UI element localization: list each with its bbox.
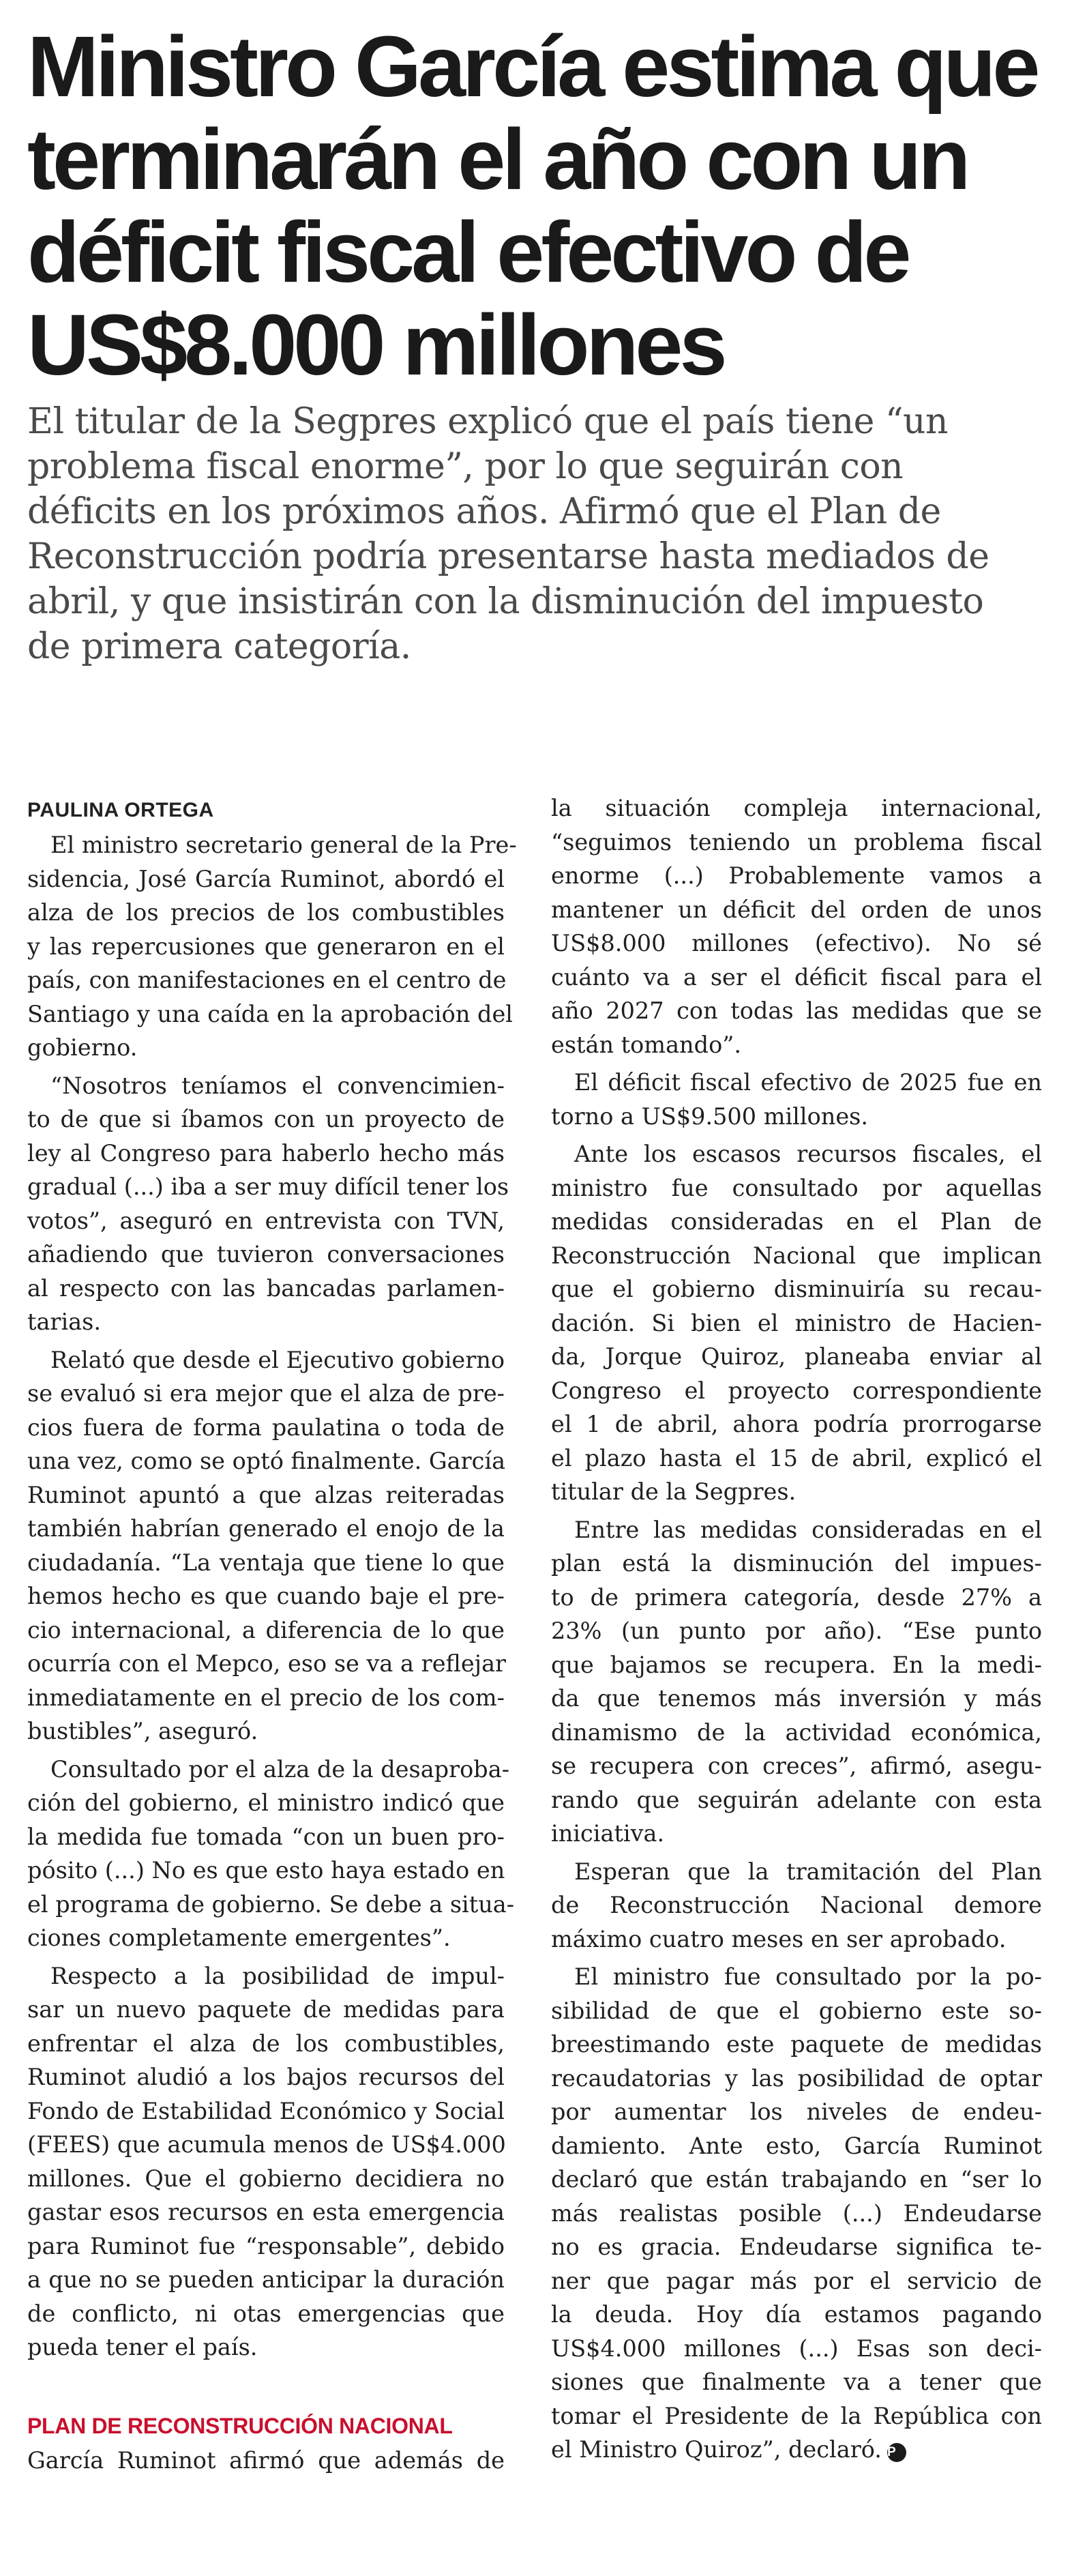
paragraph-line: ciudadanía. “La ventaja que tiene lo que [27, 1549, 505, 1576]
paragraph [27, 1343, 505, 1748]
paragraph-line: rando que seguirán adelante con esta [551, 1786, 1042, 1813]
paragraph-line: que bajamos se recupera. En la medi- [551, 1651, 1042, 1678]
paragraph-line: máximo cuatro meses en ser aprobado. [551, 1925, 1007, 1952]
lead-line: El titular de la Segpres explicó que el país tiene “un [27, 401, 949, 442]
paragraph-line: la situación compleja internacional, [551, 795, 1042, 821]
paragraph-line: tarias. [27, 1308, 101, 1335]
paragraph-line: ción del gobierno, el ministro indicó que [27, 1789, 505, 1816]
paragraph-line: gobierno. [27, 1034, 138, 1061]
paragraph-line: al respecto con las bancadas parlamen- [27, 1274, 505, 1302]
lead-line: déficits en los próximos años. Afirmó que el Plan de [27, 491, 941, 532]
lead-line: abril, y que insistirán con la disminución del impuesto [27, 581, 984, 622]
paragraph-line: el Ministro Quiroz”, declaró. P [551, 2433, 1042, 2467]
paragraph-line: cuánto va a ser el déficit fiscal para el [551, 963, 1042, 991]
paragraph-line: también habrían generado el enojo de la [27, 1515, 505, 1542]
headline-line: terminarán el año con un [27, 111, 968, 207]
paragraph-line: bustibles”, aseguró. [27, 1718, 258, 1744]
paragraph-line: de Reconstrucción Nacional demore [551, 1892, 1042, 1918]
paragraph [551, 1137, 1042, 1509]
paragraph-line: añadiendo que tuvieron conversaciones [27, 1241, 505, 1268]
paragraph-line: siones que finalmente va a tener que [551, 2369, 1042, 2395]
paragraph [27, 1753, 515, 1955]
paragraph-line: año 2027 con todas las medidas que se [551, 997, 1042, 1024]
headline-line: Ministro García estima que [27, 18, 1037, 115]
paragraph-line: (FEES) que acumula menos de US$4.000 [27, 2131, 506, 2158]
paragraph-line: cios fuera de forma paulatina o toda de [27, 1414, 505, 1441]
paragraph-line: US$4.000 millones (...) Esas son deci- [551, 2334, 1042, 2362]
paragraph-line: se recupera con creces”, afirmó, asegu- [551, 1753, 1042, 1779]
paragraph-line: 23% (un punto por año). “Ese punto [551, 1618, 1042, 1644]
paragraph-line: Ante los escasos recursos fiscales, el [574, 1141, 1042, 1167]
paragraph-line: sidencia, José García Ruminot, abordó el [27, 865, 505, 892]
paragraph-line: Esperan que la tramitación del Plan [574, 1858, 1042, 1885]
paragraph-line: hemos hecho es que cuando baje el pre- [27, 1583, 505, 1609]
paragraph-line: la deuda. Hoy día estamos pagando [551, 2301, 1042, 2328]
paragraph-line: pueda tener el país. [27, 2334, 258, 2360]
paragraph-line: dinamismo de la actividad económica, [551, 1718, 1042, 1746]
paragraph-line: declaró que están trabajando en “ser lo [551, 2166, 1042, 2193]
paragraph-line: se evaluó si era mejor que el alza de pre- [27, 1380, 505, 1407]
paragraph-line: recaudatorias y las posibilidad de optar [551, 2064, 1042, 2092]
paragraph-line: están tomando”. [551, 1031, 742, 1058]
paragraph-line: Reconstrucción Nacional que implican [551, 1242, 1042, 1269]
paragraph [551, 791, 1042, 1062]
paragraph [551, 1855, 1042, 1957]
right-column [551, 791, 1042, 2471]
paragraph-line: El déficit fiscal efectivo de 2025 fue en [574, 1069, 1042, 1096]
paragraph-line: enorme (...) Probablemente vamos a [551, 862, 1042, 889]
paragraph-line: sar un nuevo paquete de medidas para [27, 1996, 505, 2023]
paragraph-line: inmediatamente en el precio de los com- [27, 1684, 505, 1711]
paragraph-line: mantener un déficit del orden de unos [551, 896, 1042, 923]
paragraph-line: ner que pagar más por el servicio de [551, 2267, 1042, 2294]
paragraph-line: Ruminot apuntó a que alzas reiteradas [27, 1481, 505, 1508]
paragraph-line: la medida fue tomada “con un buen pro- [27, 1823, 505, 1850]
paragraph-line: cio internacional, a diferencia de lo que [27, 1616, 505, 1643]
paragraph-line: Santiago y una caída en la aprobación del [27, 1000, 513, 1027]
paragraph-line: Congreso el proyecto correspondiente [551, 1377, 1042, 1404]
paragraph-line: “seguimos teniendo un problema fiscal [551, 828, 1042, 855]
paragraph [27, 2444, 505, 2478]
headline [27, 20, 1057, 392]
paragraph-line: que el gobierno disminuiría su recau- [551, 1276, 1042, 1302]
paragraph-line: más realistas posible (...) Endeudarse [551, 2199, 1042, 2227]
lead-paragraph [27, 399, 1050, 669]
paragraph [551, 1066, 1042, 1133]
paragraph-line: el plazo hasta el 15 de abril, explicó el [551, 1444, 1042, 1472]
section-subhead: PLAN DE RECONSTRUCCIÓN NACIONAL [27, 2413, 453, 2438]
paragraph-line: torno a US$9.500 millones. [551, 1102, 869, 1130]
paragraph-line: Ruminot aludió a los bajos recursos del [27, 2064, 505, 2090]
paragraph-line: Relató que desde el Ejecutivo gobierno [50, 1346, 505, 1373]
paragraph-line: sibilidad de que el gobierno este so- [551, 1997, 1042, 2024]
paragraph-line: iniciativa. [551, 1820, 665, 1847]
byline: PAULINA ORTEGA [27, 799, 214, 821]
paragraph [27, 1959, 505, 2365]
paragraph-line: García Ruminot afirmó que además de [27, 2446, 505, 2474]
left-column [27, 828, 517, 2481]
paragraph-line: a que no se pueden anticipar la duración [27, 2266, 505, 2293]
paragraph-line: tomar el Presidente de la República con [551, 2402, 1042, 2429]
paragraph-line: breestimando este paquete de medidas [551, 2031, 1042, 2058]
paragraph-line: para Ruminot fue “responsable”, debido [27, 2232, 505, 2259]
paragraph-line: millones. Que el gobierno decidiera no [27, 2165, 505, 2192]
paragraph-line: y las repercusiones que generaron en el [27, 933, 505, 960]
paragraph-line: Fondo de Estabilidad Económico y Social [27, 2097, 505, 2124]
paragraph-line: ocurría con el Mepco, eso se va a reflejar [27, 1650, 507, 1677]
paragraph-line: Entre las medidas consideradas en el [574, 1516, 1042, 1543]
paragraph-line: to de que si íbamos con un proyecto de [27, 1106, 505, 1132]
paragraph-line: pósito (...) No es que esto haya estado en [27, 1857, 505, 1884]
paragraph-line: gastar esos recursos en esta emergencia [27, 2199, 505, 2225]
paragraph-line: titular de la Segpres. [551, 1478, 796, 1505]
paragraph-line: por aumentar los niveles de endeu- [551, 2098, 1042, 2125]
paragraph [551, 1960, 1042, 2467]
paragraph-line: el 1 de abril, ahora podría prorrogarse [551, 1411, 1042, 1437]
paragraph-line: da, Jorque Quiroz, planeaba enviar al [551, 1343, 1042, 1370]
paragraph-line: ley al Congreso para haberlo hecho más [27, 1139, 505, 1167]
paragraph-line: alza de los precios de los combustibles [27, 899, 505, 926]
paragraph [551, 1513, 1042, 1851]
paragraph-line: gradual (...) iba a ser muy difícil tener los [27, 1173, 509, 1200]
paragraph-line: de conflicto, ni otas emergencias que [27, 2300, 505, 2327]
paragraph-line: US$8.000 millones (efectivo). No sé [551, 930, 1042, 956]
lead-line: Reconstrucción podría presentarse hasta mediados de [27, 536, 989, 577]
paragraph-line: dación. Si bien el ministro de Hacien- [551, 1309, 1042, 1336]
paragraph-line: El ministro secretario general de la Pre- [50, 832, 517, 858]
paragraph-line: Respecto a la posibilidad de impul- [50, 1962, 505, 1989]
headline-line: déficit fiscal efectivo de [27, 204, 908, 300]
paragraph-line: plan está la disminución del impues- [551, 1550, 1042, 1577]
paragraph-line: país, con manifestaciones en el centro de [27, 967, 507, 993]
paragraph-line: no es gracia. Endeudarse significa te- [551, 2234, 1042, 2260]
paragraph [27, 1069, 509, 1339]
paragraph-line: to de primera categoría, desde 27% a [551, 1583, 1042, 1611]
paragraph-line: damiento. Ante esto, García Ruminot [551, 2132, 1042, 2159]
paragraph-line: da que tenemos más inversión y más [551, 1685, 1042, 1712]
headline-line: US$8.000 millones [27, 297, 724, 393]
paragraph-line: enfrentar el alza de los combustibles, [27, 2030, 505, 2057]
paragraph [27, 828, 517, 1065]
paragraph-line: “Nosotros teníamos el convencimien- [50, 1072, 505, 1099]
paragraph-line: El ministro fue consultado por la po- [574, 1963, 1042, 1990]
paragraph-line: ministro fue consultado por aquellas [551, 1174, 1042, 1201]
paragraph-line: medidas consideradas en el Plan de [551, 1208, 1042, 1235]
paragraph-line: el programa de gobierno. Se debe a situa- [27, 1890, 515, 1918]
lead-line: problema fiscal enorme”, por lo que seguirán con [27, 446, 904, 487]
lead-line: de primera categoría. [27, 626, 411, 667]
paragraph-line: ciones completamente emergentes”. [27, 1924, 451, 1951]
end-of-article-mark: P [887, 2443, 906, 2462]
paragraph-line: una vez, como se optó finalmente. García [27, 1448, 506, 1474]
paragraph-line: votos”, aseguró en entrevista con TVN, [27, 1207, 505, 1234]
paragraph-line: Consultado por el alza de la desaproba- [50, 1755, 510, 1783]
